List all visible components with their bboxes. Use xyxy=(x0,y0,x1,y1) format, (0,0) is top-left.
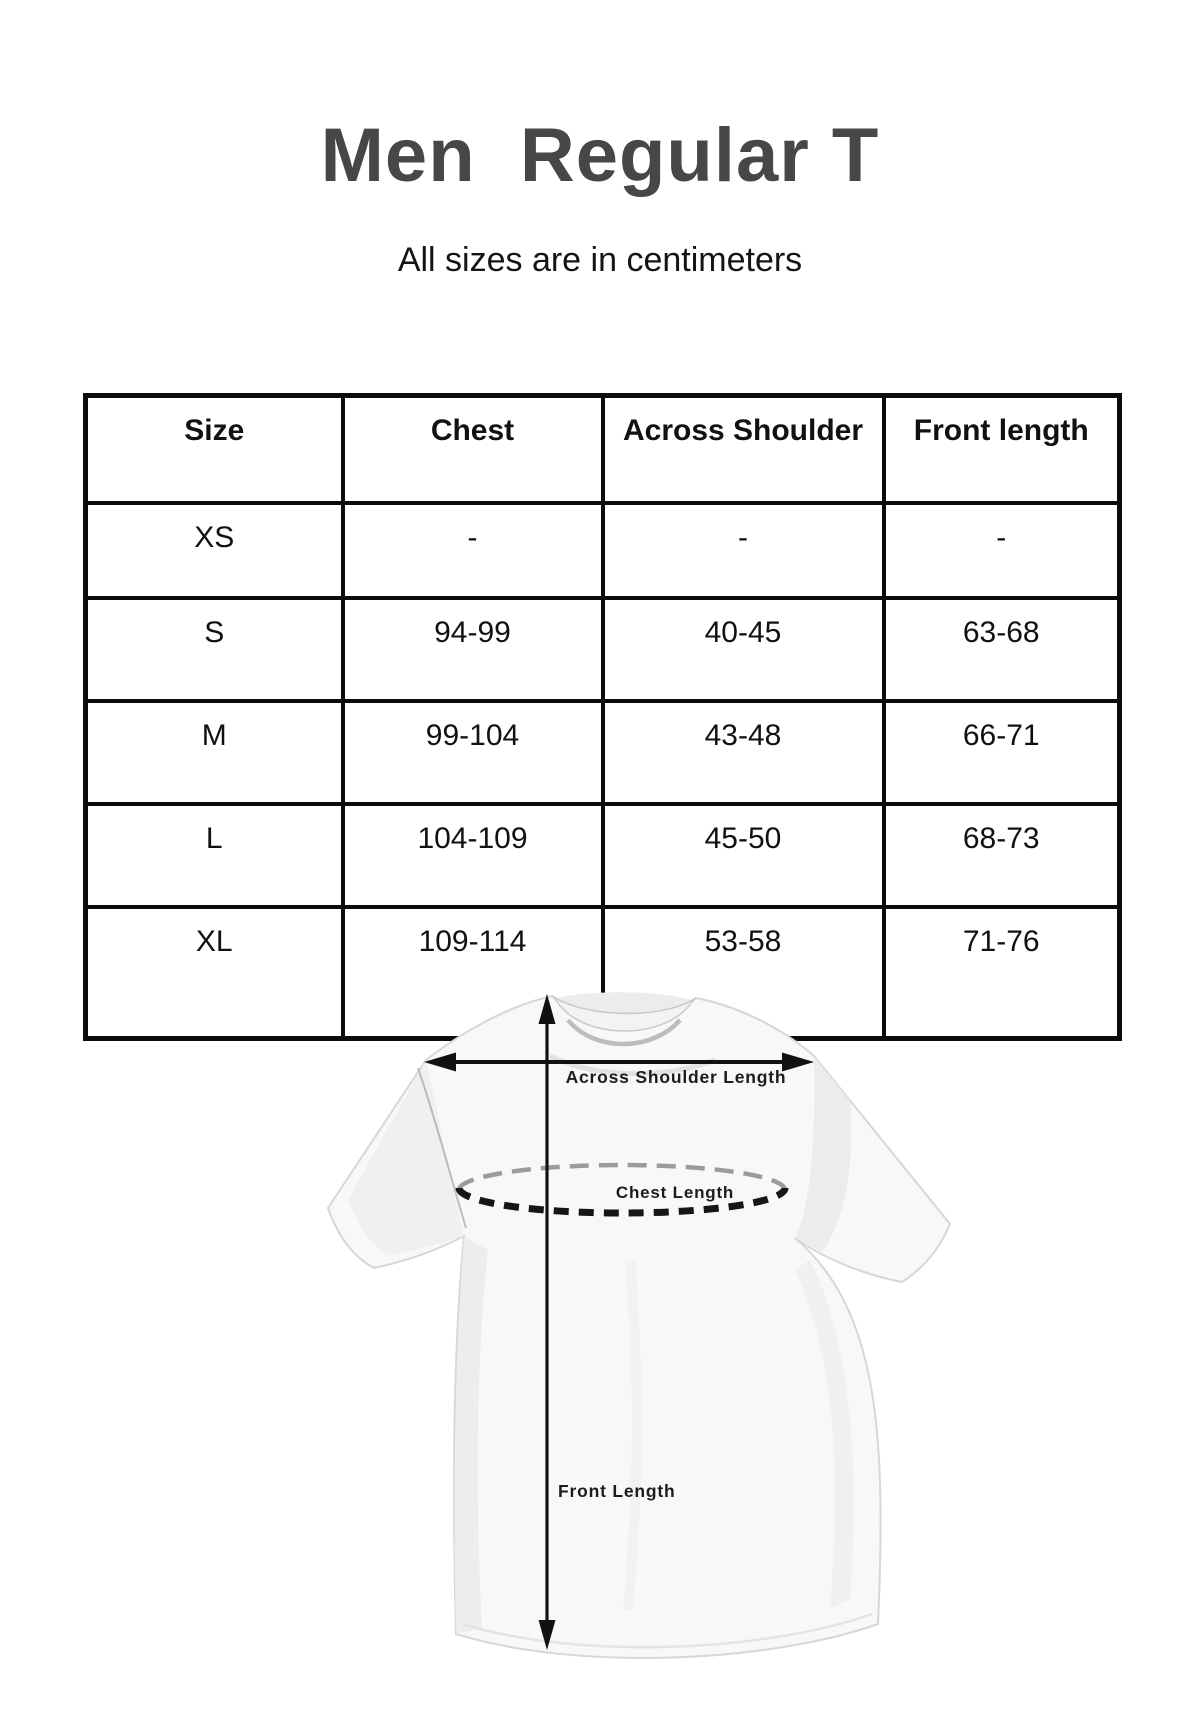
tshirt-graphic xyxy=(328,992,950,1658)
shoulder-value-cell: 40-45 xyxy=(603,598,884,701)
size-label-cell: L xyxy=(86,804,343,907)
col-header-across-shoulder: Across Shoulder xyxy=(603,396,884,504)
chest-value-cell: 99-104 xyxy=(343,701,603,804)
chest-value-cell: 104-109 xyxy=(343,804,603,907)
shoulder-value-cell: 43-48 xyxy=(603,701,884,804)
table-row-xs xyxy=(86,503,1120,598)
page-subtitle: All sizes are in centimeters xyxy=(397,241,803,279)
table-row-m xyxy=(86,701,1120,804)
front-length-value-cell: 63-68 xyxy=(884,598,1120,701)
chest-length-label: Chest Length xyxy=(615,1183,735,1202)
header-row xyxy=(86,396,1120,504)
col-header-chest: Chest xyxy=(343,396,603,504)
size-label-cell: S xyxy=(86,598,343,701)
front-length-value-cell: 71-76 xyxy=(884,907,1120,1039)
shoulder-value-cell: 53-58 xyxy=(603,907,884,1039)
table-row-l xyxy=(86,804,1120,907)
table-row-s xyxy=(86,598,1120,701)
page-title: Men Regular T xyxy=(320,113,880,198)
size-label-cell: M xyxy=(86,701,343,804)
col-header-front-length: Front length xyxy=(884,396,1120,504)
size-label-cell: XS xyxy=(86,503,343,598)
col-header-size: Size xyxy=(86,396,343,504)
chest-value-cell: 109-114 xyxy=(343,907,603,1039)
front-length-label: Front Length xyxy=(558,1481,676,1501)
front-length-value-cell: 68-73 xyxy=(884,804,1120,907)
across-shoulder-label: Across Shoulder Length xyxy=(565,1067,787,1087)
front-length-value-cell: 66-71 xyxy=(884,701,1120,804)
chest-value-cell: - xyxy=(343,503,603,598)
size-table xyxy=(83,393,1122,1041)
shoulder-value-cell: 45-50 xyxy=(603,804,884,907)
tshirt-measurement-diagram xyxy=(250,960,970,1714)
tshirt-diagram-svg xyxy=(250,960,970,1714)
chest-value-cell: 94-99 xyxy=(343,598,603,701)
size-label-cell: XL xyxy=(86,907,343,1039)
shoulder-value-cell: - xyxy=(603,503,884,598)
front-length-value-cell: - xyxy=(884,503,1120,598)
